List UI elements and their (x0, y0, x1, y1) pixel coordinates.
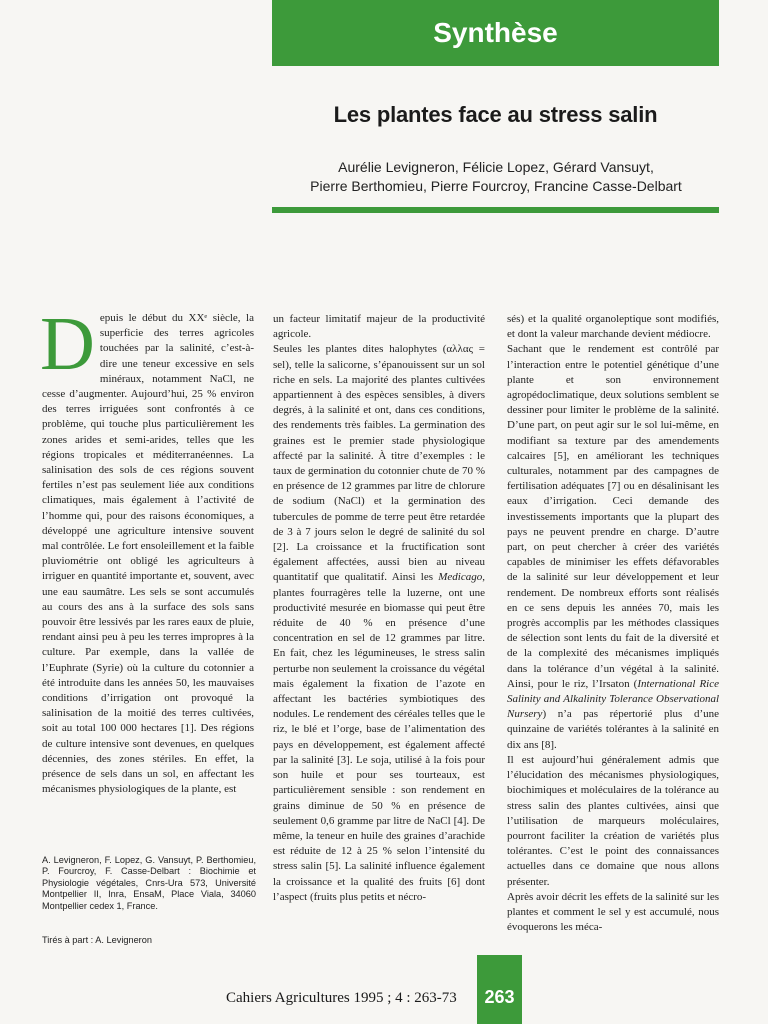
section-banner (272, 0, 719, 66)
text-run: ) n’a pas répertorié plus d’une quinzaine de variétés tolérantes à la salinité en dix ans [8]. (507, 708, 719, 751)
journal-citation: Cahiers Agricultures 1995 ; 4 : 263-73 (226, 990, 457, 1006)
text-run: , plantes fourragères telle la luzerne, ont une productivité mesurée en biomasse qui peut être réduite de 40 % en présence d’une concentration en sel de 12 grammes par litre. En fait, chez les légumineuses, le stress salin perturbe non seulement la croissance du végétal mais également la fixation de l’azote en affectant les bactéries symbiotiques des nodules. Le rendement des céréales telles que le riz, le blé et l’orge, base de l’alimentation des pays en développement, est également affecté par la salinité [3]. Le soja, utilisé à la fois pour son huile et pour ses tourteaux, est particulièrement sensible : son rendement en grains diminue de 50 % en présence de seulement 0,6 gramme par litre de NaCl [4]. De même, la teneur en huile des graines d’arachide est réduite de 12 à 25 % selon l’intensité du stress salin [5]. La salinité influence également la croissance et la qualité des fruits [6] dont l’aspect (fruits plus petits et nécro- (273, 571, 485, 903)
paragraph: sés) et la qualité organoleptique sont modifiés, et dont la valeur marchande devient médiocre. (507, 313, 719, 341)
drop-cap: D (40, 302, 95, 386)
reprints-note: Tirés à part : A. Levigneron (42, 935, 152, 945)
text-run: Sachant que le rendement est contrôlé par l’interaction entre le potentiel génétique d’une plante et son environnement agropédoclimatique, deux solutions semblent se dessiner pour limiter le problème de la salinité. D’une part, on peut agir sur le sol lui-même, en modifiant sa texture par des amendements calcaires [5], en améliorant les techniques culturales, notamment par des campagnes de fertilisation adéquates [7] ou en désalinisant les eaux d’irrigation. Ceci demande des investissements importants que la plupart des pays ne peuvent prendre en charge. D’autre part, on peut chercher à créer des variétés capables de minimiser les effets défavorables de la salinité sur leur développement et leur rendement. De nombreux efforts sont réalisés en ce sens depuis les années 70, mais les progrès accomplis par les méthodes classiques de sélection sont lents du fait de la diversité et de la complexité des mécanismes impliqués dans la tolérance d’un végétal à la salinité. Ainsi, pour le riz, l’Irsaton ( (507, 343, 719, 690)
italic-term: Medicago (438, 571, 483, 584)
author-affiliation: A. Levigneron, F. Lopez, G. Vansuyt, P. Berthomieu, P. Fourcroy, F. Casse-Delbart : Biochimie et Physiologie végétales, Cnrs-Ura 573, Université Montpellier II, Inra, EnsaM, Place Viala, 34060 Montpellier cedex 1, France. (42, 855, 256, 911)
authors-line-2: Pierre Berthomieu, Pierre Fourcroy, Francine Casse-Delbart (310, 178, 682, 194)
text-column-2 (273, 312, 485, 905)
paragraph: Il est aujourd’hui généralement admis que l’élucidation des mécanismes physiologiques, biochimiques et moléculaires de la tolérance au stress salin des plantes cultivées, ainsi que l’utilisation de marqueurs moléculaires, pourront faciliter la création de variétés plus tolérantes. C’est le point des connaissances actuelles dans ce domaine que nous allons présenter. (507, 753, 719, 888)
author-list (270, 158, 722, 196)
paragraph: un facteur limitatif majeur de la productivité agricole. (273, 313, 485, 341)
paragraph: Après avoir décrit les effets de la salinité sur les plantes et comment le sel y est accumulé, nous évoquerons les méca- (507, 890, 719, 934)
paragraph: epuis le début du XXᵉ siècle, la superficie des terres agricoles touchées par la salinité, c’est-à-dire une teneur excessive en sels minéraux, notamment NaCl, ne cesse d’augmenter. Aujourd’hui, 25 % environ des terres irriguées sont confrontés à ce problème, qui touche plus particulièrement les zones arides et semi-arides, telles que les régions tropicales et méditerranéennes. La salinisation des sols de ces régions souvent fertiles n’est pas seulement liée aux conditions climatiques, mais également à l’activité de l’homme qui, pour des raisons économiques, a développé une agriculture intensive souvent mal contrôlée. Le fort ensoleillement et la faible pluviométrie ont obligé les agriculteurs à irriguer en quantité importante et, souvent, avec une eau saumâtre. Les sels se sont accumulés au cours des ans à la surface des sols sans pouvoir être lessivés par les rares eaux de pluie, rendant ainsi peu à peu les terres impropres à la culture. Par exemple, dans la vallée de l’Euphrate (Syrie) où la culture du cotonnier a été introduite dans les années 50, les mauvaises conditions d’irrigation ont provoqué la salinisation de la moitié des terres cultivées, soit au total 100 000 hectares [1]. Des régions de culture intensive sont devenues, en quelques décennies, des zones stériles. En effet, la présence de sels dans un sol, en affectant les mécanismes physiologiques de la plante, est (42, 312, 254, 796)
article-title: Les plantes face au stress salin (333, 102, 658, 127)
paragraph (507, 342, 719, 752)
text-column-1 (40, 302, 254, 798)
text-run: Seules les plantes dites halophytes (αλλας = sel), telle la salicorne, s’épanouissent sur un sol riche en sels. La majorité des plantes cultivées appartiennent à des espèces sensibles, à divers degrés, à la salinité et ont, dans ces conditions, des rendements très faibles. La germination des graines est le premier stade physiologique affecté par la salinité. À titre d’exemples : le taux de germination du cotonnier chute de 70 % en présence de 12 grammes par litre de chlorure de sodium (NaCl) et la germination des tubercules de pomme de terre peut être retardée de 3 à 7 jours selon le degré de salinité du sol [2]. La croissance et la fructification sont également affectées, aussi bien au niveau quantitatif que qualitatif. Ainsi les (273, 343, 485, 584)
title-divider (272, 207, 719, 213)
paragraph (273, 342, 485, 905)
text-column-3 (507, 312, 719, 935)
section-label: Synthèse (433, 17, 558, 48)
page-number: 263 (477, 955, 522, 1024)
italic-term: International Rice Salinity and Alkalinity Tolerance Observational Nursery (507, 677, 720, 721)
authors-line-1: Aurélie Levigneron, Félicie Lopez, Gérard Vansuyt, (338, 159, 654, 175)
